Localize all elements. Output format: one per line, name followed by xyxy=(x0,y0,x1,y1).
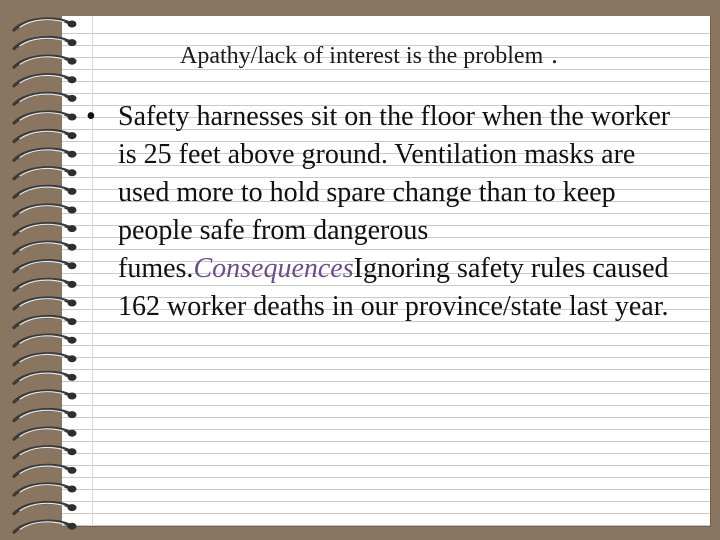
spiral-ring xyxy=(14,465,70,476)
spiral-ring xyxy=(14,279,70,290)
body-text-part2: Ignoring safety rules caused 162 worker deaths in our province/state last year. xyxy=(118,253,669,322)
spiral-ring xyxy=(14,484,70,495)
spiral-hole xyxy=(68,504,77,511)
spiral-ring xyxy=(14,391,70,402)
spiral-hole xyxy=(68,430,77,437)
bullet-text xyxy=(118,98,688,326)
spiral-hole xyxy=(68,467,77,474)
spiral-hole xyxy=(68,95,77,102)
spiral-hole xyxy=(68,262,77,269)
spiral-hole xyxy=(68,169,77,176)
spiral-ring xyxy=(14,261,70,272)
spiral-hole xyxy=(68,281,77,288)
spiral-hole xyxy=(68,448,77,455)
spiral-hole xyxy=(68,318,77,325)
spiral-hole xyxy=(68,300,77,307)
body-text-part1: Safety harnesses sit on the floor when the worker is 25 feet above ground. Ventilation masks are used more to hold spare change than to keep people safe from dangerous fumes. xyxy=(118,101,671,284)
spiral-hole xyxy=(68,411,77,418)
spiral-ring xyxy=(14,168,70,179)
spiral-hole xyxy=(68,523,77,530)
spiral-hole xyxy=(68,486,77,493)
spiral-hole xyxy=(68,188,77,195)
spiral-ring xyxy=(14,19,70,30)
bullet-marker: • xyxy=(86,101,96,132)
spiral-hole xyxy=(68,114,77,121)
consequences-emphasis: Consequences xyxy=(193,253,354,284)
spiral-ring xyxy=(14,38,70,49)
spiral-hole xyxy=(68,39,77,46)
spiral-ring xyxy=(14,447,70,458)
spiral-ring xyxy=(14,205,70,216)
title-dot: . xyxy=(551,40,558,69)
spiral-ring xyxy=(14,521,70,532)
spiral-ring xyxy=(14,503,70,514)
spiral-hole xyxy=(68,337,77,344)
spiral-ring xyxy=(14,354,70,365)
spiral-hole xyxy=(68,355,77,362)
paper-margin-line xyxy=(92,16,93,526)
spiral-ring xyxy=(14,224,70,235)
spiral-hole xyxy=(68,207,77,214)
spiral-ring xyxy=(14,56,70,67)
spiral-binding-icon xyxy=(0,0,90,540)
spiral-hole xyxy=(68,393,77,400)
spiral-hole xyxy=(68,374,77,381)
spiral-hole xyxy=(68,76,77,83)
spiral-ring xyxy=(14,186,70,197)
spiral-ring xyxy=(14,93,70,104)
spiral-ring xyxy=(14,242,70,253)
spiral-ring xyxy=(14,75,70,86)
spiral-hole xyxy=(68,225,77,232)
spiral-ring xyxy=(14,149,70,160)
spiral-ring xyxy=(14,372,70,383)
slide-title xyxy=(180,40,558,70)
spiral-hole xyxy=(68,58,77,65)
spiral-ring xyxy=(14,428,70,439)
spiral-ring xyxy=(14,335,70,346)
title-text: Apathy/lack of interest is the problem xyxy=(180,43,544,69)
spiral-ring xyxy=(14,112,70,123)
spiral-ring xyxy=(14,298,70,309)
spiral-ring xyxy=(14,317,70,328)
spiral-hole xyxy=(68,151,77,158)
spiral-ring xyxy=(14,131,70,142)
spiral-hole xyxy=(68,132,77,139)
spiral-ring xyxy=(14,410,70,421)
spiral-hole xyxy=(68,21,77,28)
spiral-hole xyxy=(68,244,77,251)
